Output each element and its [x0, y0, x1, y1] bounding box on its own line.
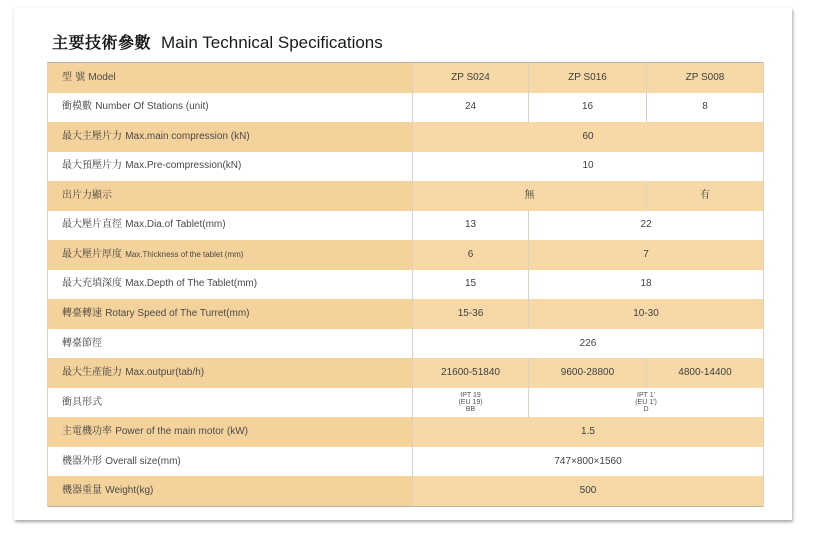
cell-value: 226 — [413, 329, 764, 359]
cell-value-tooling-a — [413, 388, 529, 418]
row-label — [48, 270, 413, 300]
row-label — [48, 211, 413, 241]
label-english: Power of the main motor (kW) — [115, 426, 248, 438]
cell-value: 6 — [413, 240, 529, 270]
row-label — [48, 181, 413, 211]
table-row — [48, 299, 764, 329]
label-chinese: 機器重量 — [62, 485, 102, 497]
cell-value: 7 — [529, 240, 764, 270]
label-english: Max.Pre-compression(kN) — [125, 160, 242, 172]
table-row — [48, 447, 764, 477]
table-row — [48, 388, 764, 418]
label-english: Rotary Speed of The Turret(mm) — [105, 308, 250, 320]
table-row — [48, 122, 764, 152]
row-label — [48, 447, 413, 477]
tooling-line: BB — [465, 406, 476, 414]
page-title-chinese: 主要技術參數 — [52, 33, 152, 52]
table-row — [48, 417, 764, 447]
page-title-english: Main Technical Specifications — [161, 33, 383, 52]
table-row — [48, 329, 764, 359]
label-chinese: 轉臺節徑 — [62, 337, 102, 349]
cell-value: 1.5 — [413, 417, 764, 447]
table-row — [48, 93, 764, 123]
cell-value: 有 — [647, 181, 764, 211]
tooling-line: (EU 19) — [458, 399, 483, 407]
table-row — [48, 181, 764, 211]
label-english: Model — [88, 71, 116, 83]
label-chinese: 主電機功率 — [62, 426, 112, 438]
row-label — [48, 329, 413, 359]
cell-value: 無 — [413, 181, 647, 211]
cell-value: 22 — [529, 211, 764, 241]
page-title — [52, 30, 383, 53]
cell-value: 15-36 — [413, 299, 529, 329]
row-label — [48, 417, 413, 447]
cell-value: 18 — [529, 270, 764, 300]
table-row — [48, 240, 764, 270]
cell-value: 10 — [413, 152, 764, 182]
row-label — [48, 93, 413, 123]
label-chinese: 最大壓片直徑 — [62, 219, 122, 231]
row-label — [48, 152, 413, 182]
tooling-line: IPT 1' — [637, 392, 655, 400]
model-header-s016: ZP S016 — [529, 63, 647, 93]
table-row — [48, 476, 764, 506]
cell-value: 8 — [647, 93, 764, 123]
row-label — [48, 122, 413, 152]
table-row — [48, 152, 764, 182]
cell-value: 13 — [413, 211, 529, 241]
label-chinese: 衝模數 — [62, 101, 92, 113]
model-header-s008: ZP S008 — [647, 63, 764, 93]
row-label-model — [48, 63, 413, 93]
cell-value: 15 — [413, 270, 529, 300]
tooling-line: IPT 19 — [460, 392, 481, 400]
tooling-line: D — [643, 406, 649, 414]
row-label — [48, 299, 413, 329]
row-label — [48, 476, 413, 506]
label-chinese: 最大充填深度 — [62, 278, 122, 290]
table-header-row — [48, 63, 764, 93]
label-chinese: 機器外形 — [62, 455, 102, 467]
label-english: Max.Dia.of Tablet(mm) — [125, 219, 226, 231]
label-chinese: 最大預壓片力 — [62, 160, 122, 172]
cell-value: 10-30 — [529, 299, 764, 329]
model-header-s024: ZP S024 — [413, 63, 529, 93]
table-row — [48, 358, 764, 388]
label-chinese: 最大壓片厚度 — [62, 248, 122, 260]
label-english: Max.outpur(tab/h) — [125, 367, 205, 379]
label-chinese: 型 號 — [62, 71, 86, 83]
cell-value: 60 — [413, 122, 764, 152]
specifications-table — [47, 62, 764, 507]
label-english: Number Of Stations (unit) — [95, 101, 209, 113]
label-chinese: 最大主壓片力 — [62, 130, 122, 142]
label-chinese: 轉臺轉速 — [62, 308, 102, 320]
row-label — [48, 388, 413, 418]
label-chinese: 最大生產能力 — [62, 367, 122, 379]
cell-value: 500 — [413, 476, 764, 506]
label-english: Max.main compression (kN) — [125, 130, 250, 142]
cell-value-tooling-b — [529, 388, 764, 418]
label-chinese: 出片力顯示 — [62, 189, 112, 201]
row-label — [48, 358, 413, 388]
cell-value: 747×800×1560 — [413, 447, 764, 477]
row-label — [48, 240, 413, 270]
label-chinese: 衝具形式 — [62, 396, 102, 408]
label-english: Max.Thickness of the tablet (mm) — [125, 249, 244, 259]
cell-value: 21600-51840 — [413, 358, 529, 388]
cell-value: 16 — [529, 93, 647, 123]
label-english: Weight(kg) — [105, 485, 154, 497]
cell-value: 9600-28800 — [529, 358, 647, 388]
table-row — [48, 211, 764, 241]
label-english: Max.Depth of The Tablet(mm) — [125, 278, 258, 290]
label-english: Overall size(mm) — [105, 455, 181, 467]
cell-value: 4800-14400 — [647, 358, 764, 388]
cell-value: 24 — [413, 93, 529, 123]
tooling-line: (EU 1') — [635, 399, 657, 407]
table-row — [48, 270, 764, 300]
